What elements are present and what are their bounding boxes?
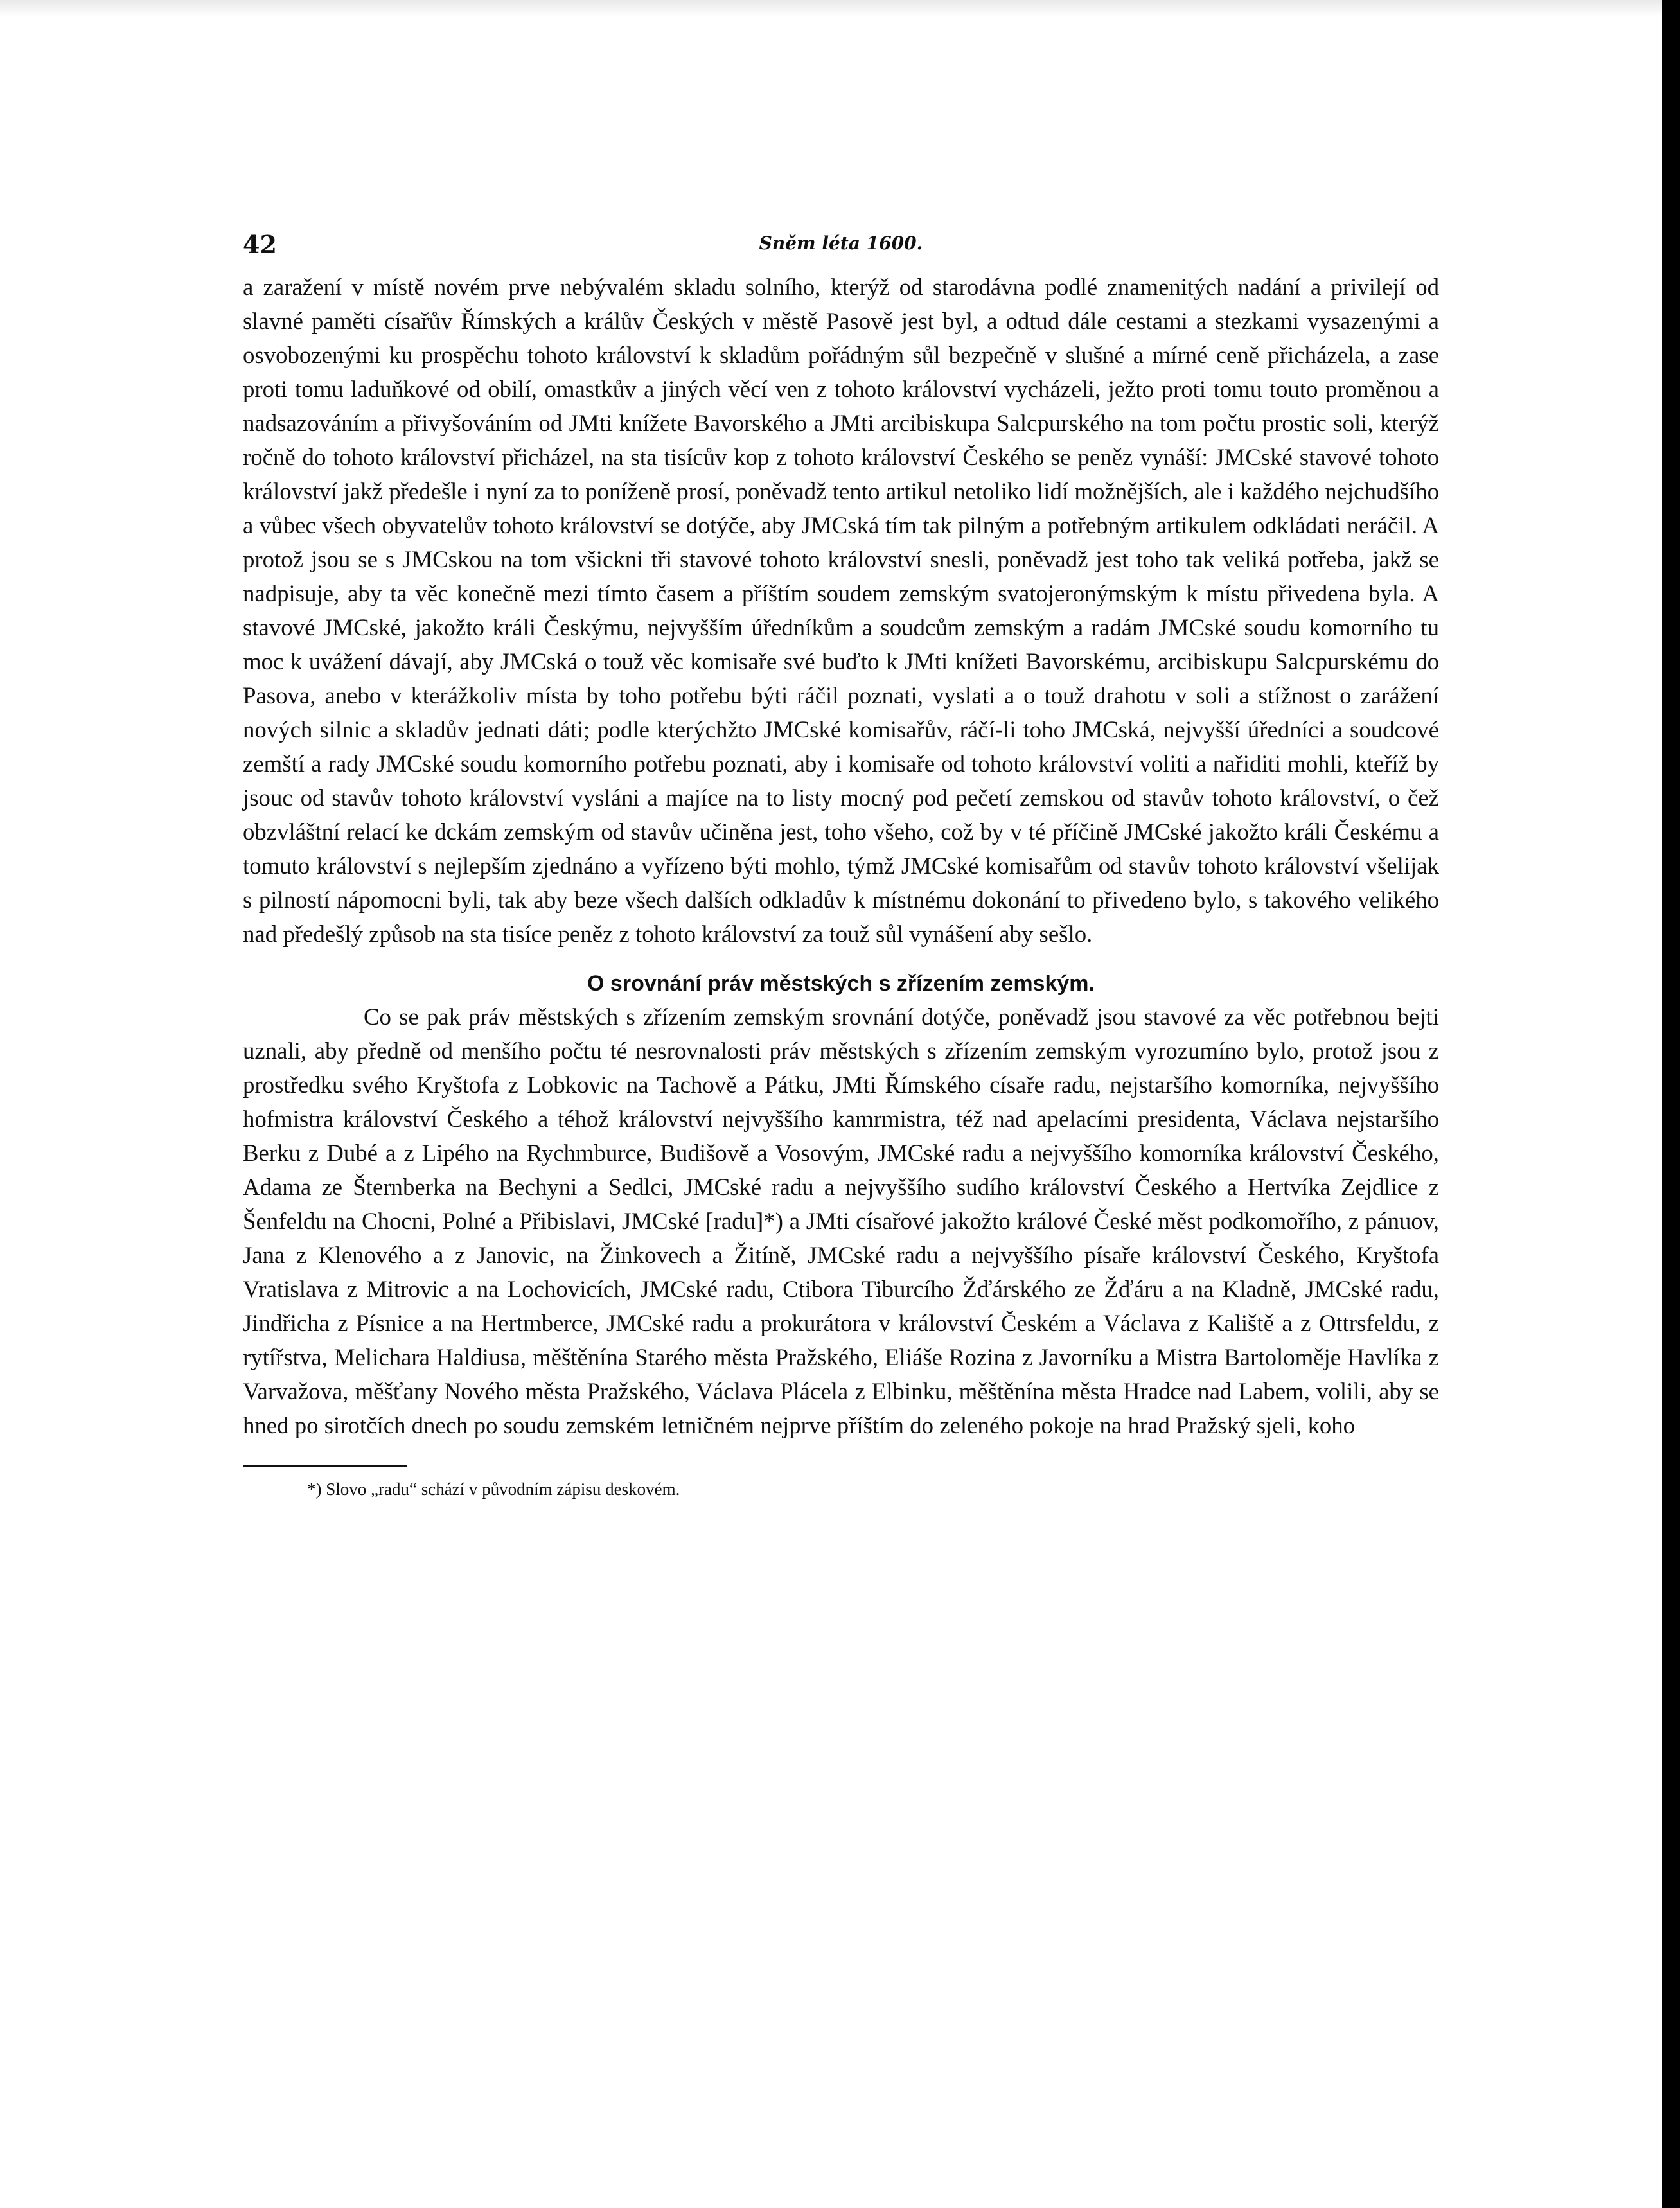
scan-shadow-top xyxy=(0,0,1680,17)
paragraph-continuation: a zaražení v místě novém prve nebývalém skladu solního, kterýž od starodávna podlé znamenitých nadání a privilejí od slavné paměti císařův Římských a králův Českých v městě Pasově jest byl, a odtud dále cestami a stezkami vysazenými a osvobozenými ku prospěchu tohoto království k skladům pořádným sůl bezpečně v slušné a mírné ceně přicházela, a zase proti tomu laduňkové od obilí, omastkův a jiných věcí ven z tohoto království vycházeli, ježto proti tomu touto proměnou a nadsazováním a přivyšováním od JMti knížete Bavorského a JMti arcibiskupa Salcpurského na tom počtu prostic soli, kterýž ročně do tohoto království přicházel, na sta tisícův kop z tohoto království Českého se peněz vynáší: JMCské stavové tohoto království jakž předešle i nyní za to poníženě prosí, poněvadž tento artikul netoliko lidí možnějších, ale i každého nejchudšího a vůbec všech obyvatelův tohoto království se dotýče, aby JMCská tím tak pilným a potřebným artikulem odkládati neráčil. A protož jsou se s JMCskou na tom všickni tři stavové tohoto království snesli, poněvadž jest toho tak veliká potřeba, jakž se nadpisuje, aby ta věc konečně mezi tímto časem a příštím soudem zemským svatojeronýmským k místu přivedena byla. A stavové JMCské, jakožto králi Českýmu, nejvyšším úředníkům a soudcům zemským a radám JMCské soudu komorního tu moc k uvážení dávají, aby JMCská o touž věc komisaře své buďto k JMti knížeti Bavorskému, arcibiskupu Salcpurskému do Pasova, anebo v kterážkoliv místa by toho potřebu býti ráčil poznati, vyslati a o touž drahotu v soli a stížnost o zarážení nových silnic a skladův jednati dáti; podle kterýchžto JMCské komisařův, ráčí-li toho JMCská, nejvyšší úředníci a soudcové zemští a rady JMCské soudu komorního potřebu poznati, aby i komisaře od tohoto království voliti a nařiditi mohli, kteříž by jsouc od stavův tohoto království vysláni a majíce na to listy mocný pod pečetí zemskou od stavův tohoto království, o čež obzvláštní relací ke dckám zemským od stavův učiněna jest, toho všeho, což by v té příčině JMCské jakožto králi Českému a tomuto království s nejlepším zjednáno a vyřízeno býti mohlo, týmž JMCské komisařům od stavův tohoto království všelijak s pilností nápomocni byli, tak aby beze všech dalších odkladův k místnému dokonání to přivedeno bylo, s takového velikého nad předešlý způsob na sta tisíce peněz z tohoto království za touž sůl vynášení aby sešlo. xyxy=(243,274,1439,947)
paragraph-main: Co se pak práv městských s zřízením zemským srovnání dotýče, poněvadž jsou stavové za věc potřebnou bejti uznali, aby předně od menšího počtu té nesrovnalosti práv městských s zřízením zemským vyrozumíno bylo, protož jsou z prostředku svého Kryštofa z Lobkovic na Tachově a Pátku, JMti Římského císaře radu, nejstaršího komorníka, nejvyššího hofmistra království Českého a téhož království nejvyššího kamrmistra, též nad apelacími presidenta, Václava nejstaršího Berku z Dubé a z Lipého na Rychmburce, Budišově a Vosovým, JMCské radu a nejvyššího komorníka království Českého, Adama ze Šternberka na Bechyni a Sedlci, JMCské radu a nejvyššího sudího království Českého a Hertvíka Zejdlice z Šenfeldu na Chocni, Polné a Přibislavi, JMCské [radu]*) a JMti císařové jakožto králové České měst podkomořího, z pánuov, Jana z Klenového a z Janovic, na Žinkovech a Žitíně, JMCské radu a nejvyššího písaře království Českého, Kryštofa Vratislava z Mitrovic a na Lochovicích, JMCské radu, Ctibora Tiburcího Žďárského ze Žďáru a na Kladně, JMCské radu, Jindřicha z Písnice a na Hertmberce, JMCské radu a prokurátora v království Českém a Václava z Kaliště a z Ottrsfeldu, z rytířstva, Melichara Haldiusa, měštěnína Starého města Pražského, Eliáše Rozina z Javorníku a Mistra Bartoloměje Havlíka z Varvažova, měšťany Nového města Pražského, Václava Plácela z Elbinku, měštěnína města Hradce nad Labem, volili, aby se hned po sirotčích dnech po soudu zemském letničném nejprve příštím do zeleného pokoje na hrad Pražský sjeli, koho xyxy=(243,1003,1439,1438)
running-title: Sněm léta 1600. xyxy=(759,233,923,254)
footnote-divider xyxy=(243,1465,407,1467)
document-page xyxy=(243,225,1439,1501)
scan-edge-right xyxy=(1662,0,1680,2208)
section-heading: O srovnání práv městských s zřízením zemským. xyxy=(587,971,1095,996)
footnote: *) Slovo „radu“ schází v původním zápisu deskovém. xyxy=(307,1479,680,1499)
running-head xyxy=(243,225,1439,263)
page-number: 42 xyxy=(243,230,277,259)
